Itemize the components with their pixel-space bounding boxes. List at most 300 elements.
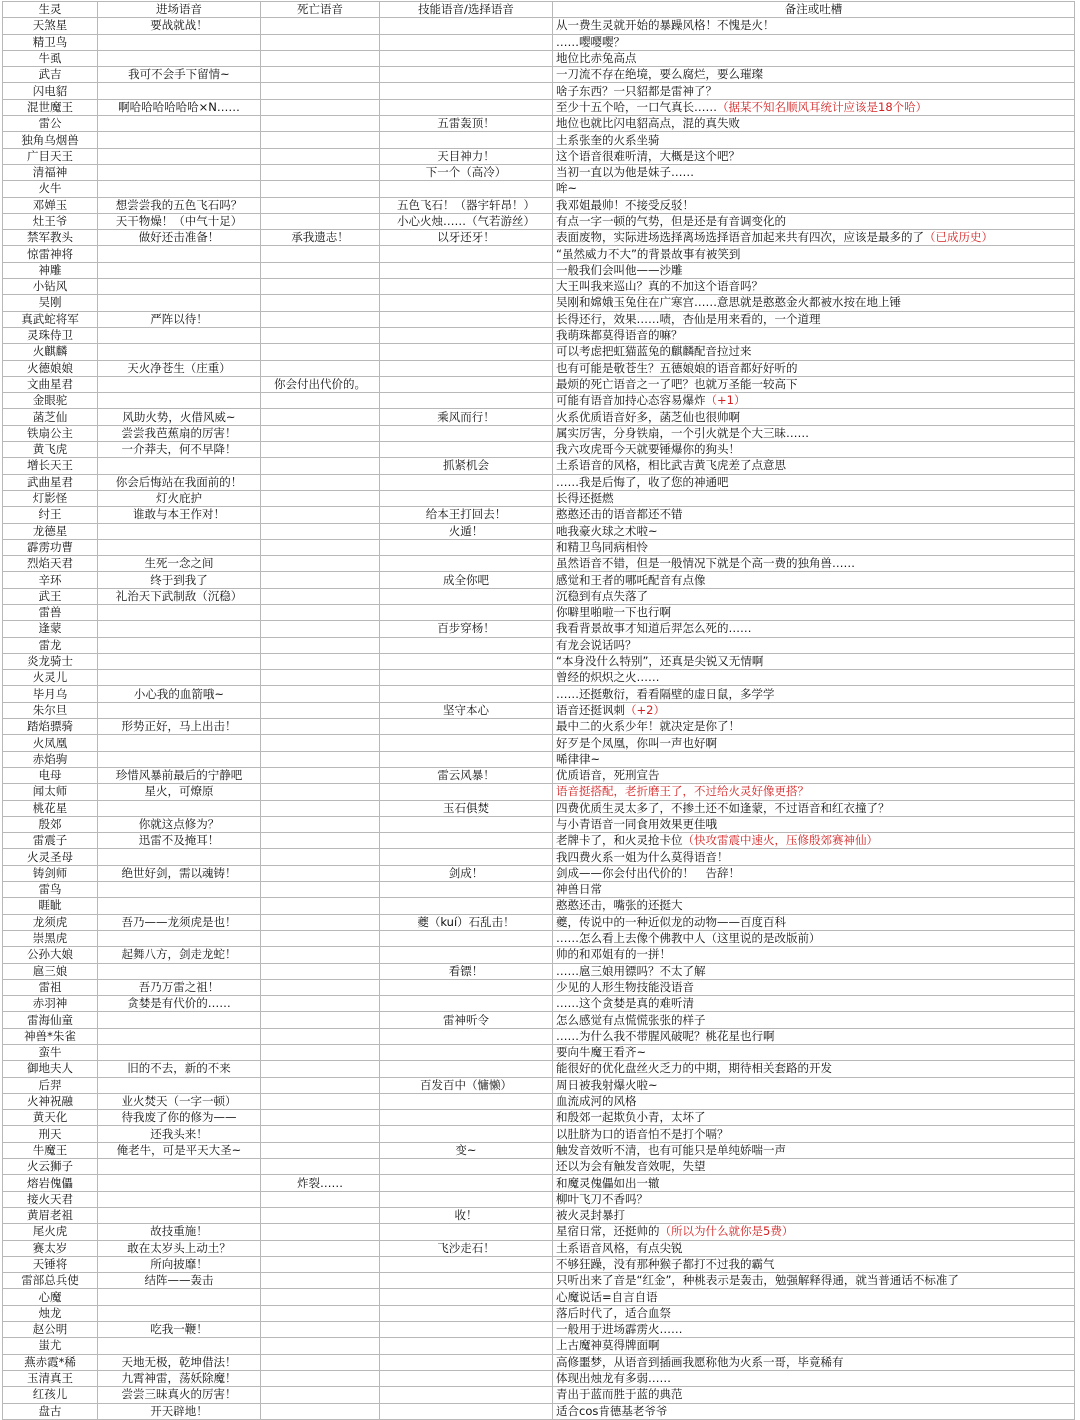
note-cell <box>553 34 1075 50</box>
note-text: 神兽日常 <box>556 882 602 897</box>
death-voice-cell <box>261 816 380 832</box>
skill-voice-cell: 五色飞石！（器宇轩昂！） <box>380 197 553 213</box>
creature-name-cell: 扈三娘 <box>3 963 98 979</box>
note-cell <box>553 588 1075 604</box>
entry-voice-cell: 啊哈哈哈哈哈哈×N…… <box>98 99 261 115</box>
death-voice-cell <box>261 539 380 555</box>
death-voice-cell <box>261 409 380 425</box>
creature-name-cell: 蛮牛 <box>3 1045 98 1061</box>
entry-voice-cell <box>98 898 261 914</box>
table-body <box>3 18 1075 1420</box>
note-cell <box>553 670 1075 686</box>
note-cell <box>553 1012 1075 1028</box>
death-voice-cell <box>261 751 380 767</box>
skill-voice-cell: 成全你吧 <box>380 572 553 588</box>
entry-voice-cell: 起舞八方，剑走龙蛇！ <box>98 947 261 963</box>
table-row <box>3 507 1075 523</box>
creature-name-cell: 小钻风 <box>3 279 98 295</box>
skill-voice-cell <box>380 1322 553 1338</box>
skill-voice-cell: 小心火烛……（气若游丝） <box>380 213 553 229</box>
skill-voice-cell <box>380 376 553 392</box>
creature-name-cell: 赛太岁 <box>3 1240 98 1256</box>
creature-name-cell: 心魔 <box>3 1289 98 1305</box>
creature-name-cell: 接火天君 <box>3 1191 98 1207</box>
death-voice-cell <box>261 67 380 83</box>
entry-voice-cell <box>98 132 261 148</box>
creature-name-cell: 烈焰天君 <box>3 556 98 572</box>
creature-name-cell: 天锤将 <box>3 1256 98 1272</box>
table-row <box>3 653 1075 669</box>
entry-voice-cell <box>98 653 261 669</box>
table-row <box>3 1338 1075 1354</box>
entry-voice-cell: 终于到我了 <box>98 572 261 588</box>
creature-name-cell: 武吉 <box>3 67 98 83</box>
death-voice-cell <box>261 246 380 262</box>
death-voice-cell <box>261 719 380 735</box>
table-row <box>3 539 1075 555</box>
death-voice-cell <box>261 295 380 311</box>
skill-voice-cell: 抓紧机会 <box>380 458 553 474</box>
table-row <box>3 425 1075 441</box>
entry-voice-cell <box>98 1012 261 1028</box>
table-row <box>3 800 1075 816</box>
skill-voice-cell <box>380 344 553 360</box>
table-row <box>3 898 1075 914</box>
table-row <box>3 1045 1075 1061</box>
note-cell <box>553 735 1075 751</box>
entry-voice-cell: 我可不会手下留情~ <box>98 67 261 83</box>
note-text: ……为什么我不带腥风破呢？桃花星也行啊 <box>556 1028 775 1043</box>
note-cell <box>553 1028 1075 1044</box>
skill-voice-cell <box>380 181 553 197</box>
skill-voice-cell: 坚守本心 <box>380 702 553 718</box>
entry-voice-cell <box>98 1338 261 1354</box>
note-text: 落后时代了，适合血祭 <box>556 1305 671 1320</box>
creature-name-cell: 逢蒙 <box>3 621 98 637</box>
entry-voice-cell <box>98 1045 261 1061</box>
note-cell <box>553 50 1075 66</box>
entry-voice-cell: 天地无极，乾坤借法！ <box>98 1354 261 1370</box>
entry-voice-cell <box>98 148 261 164</box>
table-row <box>3 1289 1075 1305</box>
entry-voice-cell <box>98 262 261 278</box>
creature-name-cell: 禁军教头 <box>3 230 98 246</box>
table-row <box>3 83 1075 99</box>
entry-voice-cell <box>98 1191 261 1207</box>
entry-voice-cell <box>98 751 261 767</box>
skill-voice-cell <box>380 1061 553 1077</box>
note-cell <box>553 914 1075 930</box>
death-voice-cell <box>261 50 380 66</box>
note-text: 我六攻虎哥今天就要锤爆你的狗头！ <box>556 442 740 457</box>
note-cell <box>553 1110 1075 1126</box>
note-cell <box>553 702 1075 718</box>
skill-voice-cell <box>380 849 553 865</box>
creature-name-cell: 精卫鸟 <box>3 34 98 50</box>
skill-voice-cell <box>380 1191 553 1207</box>
skill-voice-cell <box>380 1305 553 1321</box>
death-voice-cell <box>261 1370 380 1386</box>
creature-name-cell: 雷公 <box>3 116 98 132</box>
table-row <box>3 670 1075 686</box>
table-row <box>3 246 1075 262</box>
skill-voice-cell <box>380 1387 553 1403</box>
death-voice-cell <box>261 621 380 637</box>
creature-name-cell: 真武蛇将军 <box>3 311 98 327</box>
death-voice-cell <box>261 1256 380 1272</box>
creature-name-cell: 赤羽神 <box>3 996 98 1012</box>
creature-name-cell: 公孙大娘 <box>3 947 98 963</box>
note-text: 憨憨还击的语音都还不错 <box>556 507 683 522</box>
skill-voice-cell: 变~ <box>380 1142 553 1158</box>
skill-voice-cell: 五雷轰顶！ <box>380 116 553 132</box>
death-voice-cell: 承我遗志！ <box>261 230 380 246</box>
table-row <box>3 637 1075 653</box>
entry-voice-cell: 迅雷不及掩耳！ <box>98 833 261 849</box>
entry-voice-cell: 九霄神雷，荡妖除魔！ <box>98 1370 261 1386</box>
note-text: 和魔灵傀儡如出一辙 <box>556 1175 660 1190</box>
note-text: 要向牛魔王看齐~ <box>556 1045 647 1060</box>
creature-name-cell: 独角乌烟兽 <box>3 132 98 148</box>
note-text: 夔，传说中的一种近似龙的动物——百度百科 <box>556 914 786 929</box>
header-entry-voice: 进场语音 <box>98 2 261 18</box>
death-voice-cell <box>261 1028 380 1044</box>
creature-name-cell: 电母 <box>3 767 98 783</box>
entry-voice-cell <box>98 800 261 816</box>
skill-voice-cell: 以牙还牙！ <box>380 230 553 246</box>
creature-name-cell: 灯影怪 <box>3 490 98 506</box>
note-text: 哞~ <box>556 181 578 196</box>
table-row <box>3 1142 1075 1158</box>
death-voice-cell <box>261 132 380 148</box>
creature-name-cell: 牛虱 <box>3 50 98 66</box>
table-row <box>3 556 1075 572</box>
skill-voice-cell <box>380 1338 553 1354</box>
table-row <box>3 213 1075 229</box>
note-cell <box>553 18 1075 34</box>
entry-voice-cell <box>98 735 261 751</box>
skill-voice-cell: 玉石俱焚 <box>380 800 553 816</box>
skill-voice-cell: 给本王打回去！ <box>380 507 553 523</box>
voice-line-table <box>2 1 1075 1420</box>
entry-voice-cell: 风助火势，火借风威~ <box>98 409 261 425</box>
note-text: 你噼里啪啦一下也行啊 <box>556 605 671 620</box>
entry-voice-cell <box>98 50 261 66</box>
skill-voice-cell <box>380 50 553 66</box>
note-text: 也有可能是敬苍生？五德娘娘的语音都好好听的 <box>556 360 798 375</box>
note-highlight-text: （已成历史） <box>924 230 993 245</box>
entry-voice-cell <box>98 621 261 637</box>
death-voice-cell <box>261 914 380 930</box>
creature-name-cell: 朱尔旦 <box>3 702 98 718</box>
skill-voice-cell: 看镖！ <box>380 963 553 979</box>
skill-voice-cell <box>380 930 553 946</box>
skill-voice-cell <box>380 735 553 751</box>
note-text: 心魔说话=自言自语 <box>556 1289 658 1304</box>
creature-name-cell: 桃花星 <box>3 800 98 816</box>
note-text: ……这个贪婪是真的难听清 <box>556 996 694 1011</box>
death-voice-cell <box>261 670 380 686</box>
death-voice-cell: 你会付出代价的。 <box>261 376 380 392</box>
note-text: 可以考虑把虹猫蓝兔的麒麟配音拉过来 <box>556 344 752 359</box>
note-text: 星宿日常，还挺帅的 <box>556 1224 660 1239</box>
note-text: 少见的人形生物技能没语音 <box>556 979 694 994</box>
skill-voice-cell <box>380 670 553 686</box>
note-cell <box>553 132 1075 148</box>
entry-voice-cell: 形势正好，马上出击！ <box>98 719 261 735</box>
header-skill-voice: 技能语音/选择语音 <box>380 2 553 18</box>
skill-voice-cell <box>380 1224 553 1240</box>
death-voice-cell <box>261 490 380 506</box>
table-row <box>3 865 1075 881</box>
death-voice-cell <box>261 784 380 800</box>
note-cell <box>553 393 1075 409</box>
death-voice-cell <box>261 653 380 669</box>
note-cell <box>553 1240 1075 1256</box>
skill-voice-cell <box>380 360 553 376</box>
skill-voice-cell <box>380 979 553 995</box>
creature-name-cell: 赤焰驹 <box>3 751 98 767</box>
note-text: ……嘤嘤嘤？ <box>556 34 625 49</box>
note-text: 能很好的优化盘丝火乏力的中期，期待相关套路的开发 <box>556 1061 832 1076</box>
note-text: 和精卫鸟同病相怜 <box>556 539 648 554</box>
table-row <box>3 588 1075 604</box>
death-voice-cell <box>261 588 380 604</box>
skill-voice-cell <box>380 99 553 115</box>
skill-voice-cell <box>380 653 553 669</box>
skill-voice-cell: 飞沙走石！ <box>380 1240 553 1256</box>
skill-voice-cell <box>380 833 553 849</box>
entry-voice-cell: 待我废了你的修为—— <box>98 1110 261 1126</box>
death-voice-cell <box>261 572 380 588</box>
entry-voice-cell: 天火净苍生（庄重） <box>98 360 261 376</box>
creature-name-cell: 神雕 <box>3 262 98 278</box>
table-row <box>3 1273 1075 1289</box>
skill-voice-cell <box>380 898 553 914</box>
entry-voice-cell <box>98 702 261 718</box>
note-text: 地位比赤兔高点 <box>556 51 637 66</box>
note-text: 四费优质生灵太多了，不掺土还不如逢蒙，不过语音和红衣撞了？ <box>556 800 890 815</box>
skill-voice-cell <box>380 816 553 832</box>
entry-voice-cell <box>98 1077 261 1093</box>
creature-name-cell: 雷震子 <box>3 833 98 849</box>
entry-voice-cell <box>98 1028 261 1044</box>
death-voice-cell <box>261 1045 380 1061</box>
note-text: 我四费火系一姐为什么莫得语音！ <box>556 849 729 864</box>
note-text: 唏律律~ <box>556 751 601 766</box>
note-cell <box>553 442 1075 458</box>
table-row <box>3 930 1075 946</box>
note-cell <box>553 507 1075 523</box>
note-cell <box>553 1093 1075 1109</box>
entry-voice-cell: 还我头来！ <box>98 1126 261 1142</box>
death-voice-cell <box>261 930 380 946</box>
death-voice-cell <box>261 442 380 458</box>
skill-voice-cell: 雷云风暴！ <box>380 767 553 783</box>
death-voice-cell <box>261 800 380 816</box>
death-voice-cell <box>261 1207 380 1223</box>
skill-voice-cell <box>380 246 553 262</box>
note-cell <box>553 800 1075 816</box>
death-voice-cell <box>261 1322 380 1338</box>
creature-name-cell: 盘古 <box>3 1403 98 1419</box>
skill-voice-cell <box>380 442 553 458</box>
note-cell <box>553 1175 1075 1191</box>
note-text: 属实厉害，分身铁扇，一个引火就是个大三昧…… <box>556 425 809 440</box>
entry-voice-cell: 星火，可燎原 <box>98 784 261 800</box>
note-cell <box>553 751 1075 767</box>
header-death-voice: 死亡语音 <box>261 2 380 18</box>
creature-name-cell: 天煞星 <box>3 18 98 34</box>
table-row <box>3 67 1075 83</box>
death-voice-cell <box>261 393 380 409</box>
creature-name-cell: 刑天 <box>3 1126 98 1142</box>
creature-name-cell: 增长天王 <box>3 458 98 474</box>
note-cell <box>553 1370 1075 1386</box>
note-text: 剑成——你会付出代价的！ 告辞！ <box>556 865 740 880</box>
creature-name-cell: 雷海仙童 <box>3 1012 98 1028</box>
death-voice-cell <box>261 344 380 360</box>
creature-name-cell: 闻太师 <box>3 784 98 800</box>
note-cell <box>553 99 1075 115</box>
note-text: 帅的和邓姐有的一拼！ <box>556 947 671 962</box>
table-row <box>3 735 1075 751</box>
entry-voice-cell <box>98 882 261 898</box>
death-voice-cell <box>261 702 380 718</box>
skill-voice-cell <box>380 262 553 278</box>
death-voice-cell <box>261 1077 380 1093</box>
skill-voice-cell: 收！ <box>380 1207 553 1223</box>
death-voice-cell <box>261 963 380 979</box>
table-row <box>3 279 1075 295</box>
entry-voice-cell: 谁敢与本王作对！ <box>98 507 261 523</box>
note-cell <box>553 181 1075 197</box>
note-cell <box>553 1224 1075 1240</box>
note-cell <box>553 164 1075 180</box>
creature-name-cell: 燕赤霞*稀 <box>3 1354 98 1370</box>
table-row <box>3 295 1075 311</box>
note-cell <box>553 572 1075 588</box>
death-voice-cell <box>261 947 380 963</box>
entry-voice-cell <box>98 523 261 539</box>
skill-voice-cell <box>380 18 553 34</box>
creature-name-cell: 火灵圣母 <box>3 849 98 865</box>
note-cell <box>553 816 1075 832</box>
note-cell <box>553 865 1075 881</box>
note-cell <box>553 1077 1075 1093</box>
death-voice-cell <box>261 1126 380 1142</box>
note-text: 憨憨还击，嘴张的还挺大 <box>556 898 683 913</box>
death-voice-cell <box>261 523 380 539</box>
entry-voice-cell <box>98 930 261 946</box>
entry-voice-cell <box>98 1305 261 1321</box>
note-text: 怎么感觉有点慌慌张张的样子 <box>556 1012 706 1027</box>
skill-voice-cell <box>380 686 553 702</box>
skill-voice-cell <box>380 637 553 653</box>
creature-name-cell: 雷部总兵使 <box>3 1273 98 1289</box>
table-row <box>3 996 1075 1012</box>
entry-voice-cell <box>98 963 261 979</box>
table-row <box>3 344 1075 360</box>
death-voice-cell <box>261 1110 380 1126</box>
note-text: 优质语音，死刑宣告 <box>556 768 660 783</box>
death-voice-cell <box>261 99 380 115</box>
note-cell <box>553 474 1075 490</box>
creature-name-cell: 红孩儿 <box>3 1387 98 1403</box>
note-highlight-text: （+2） <box>625 702 665 717</box>
note-cell <box>553 1191 1075 1207</box>
table-row <box>3 1012 1075 1028</box>
note-cell <box>553 246 1075 262</box>
skill-voice-cell <box>380 882 553 898</box>
death-voice-cell <box>261 34 380 50</box>
creature-name-cell: 铁扇公主 <box>3 425 98 441</box>
death-voice-cell <box>261 197 380 213</box>
creature-name-cell: 睚眦 <box>3 898 98 914</box>
death-voice-cell <box>261 213 380 229</box>
note-text: 长得还行，效果……啧，杏仙是用来看的，一个道理 <box>556 311 821 326</box>
entry-voice-cell: 做好还击准备！ <box>98 230 261 246</box>
table-row <box>3 230 1075 246</box>
note-text: “虽然威力不大”的背景故事有被笑到 <box>556 246 741 261</box>
creature-name-cell: 纣王 <box>3 507 98 523</box>
note-text: 被火灵封暴打 <box>556 1208 625 1223</box>
entry-voice-cell: 想尝尝我的五色飞石吗？ <box>98 197 261 213</box>
creature-name-cell: 尾火虎 <box>3 1224 98 1240</box>
death-voice-cell <box>261 767 380 783</box>
skill-voice-cell: 乘风而行！ <box>380 409 553 425</box>
table-row <box>3 719 1075 735</box>
table-row <box>3 947 1075 963</box>
note-text: 有龙会说话吗？ <box>556 637 637 652</box>
note-text: 当初一直以为他是妹子…… <box>556 165 694 180</box>
creature-name-cell: 雷龙 <box>3 637 98 653</box>
note-cell <box>553 344 1075 360</box>
entry-voice-cell <box>98 279 261 295</box>
death-voice-cell <box>261 1224 380 1240</box>
entry-voice-cell <box>98 458 261 474</box>
entry-voice-cell <box>98 83 261 99</box>
death-voice-cell <box>261 849 380 865</box>
skill-voice-cell <box>380 539 553 555</box>
creature-name-cell: 崇黑虎 <box>3 930 98 946</box>
table-row <box>3 18 1075 34</box>
death-voice-cell: 炸裂…… <box>261 1175 380 1191</box>
creature-name-cell: 火灵儿 <box>3 670 98 686</box>
note-text: 可能有语音加持心态容易爆炸 <box>556 393 706 408</box>
note-cell <box>553 230 1075 246</box>
note-text: 长得还挺燃 <box>556 491 614 506</box>
skill-voice-cell <box>380 34 553 50</box>
death-voice-cell <box>261 425 380 441</box>
skill-voice-cell <box>380 1273 553 1289</box>
entry-voice-cell: 结阵——轰击 <box>98 1273 261 1289</box>
death-voice-cell <box>261 979 380 995</box>
death-voice-cell <box>261 311 380 327</box>
death-voice-cell <box>261 1240 380 1256</box>
note-cell <box>553 197 1075 213</box>
table-row <box>3 116 1075 132</box>
table-row <box>3 311 1075 327</box>
table-row <box>3 523 1075 539</box>
note-text: 一般用于进场霹雳火…… <box>556 1322 683 1337</box>
table-row <box>3 1110 1075 1126</box>
entry-voice-cell <box>98 344 261 360</box>
skill-voice-cell <box>380 604 553 620</box>
creature-name-cell: 邓婵玉 <box>3 197 98 213</box>
death-voice-cell <box>261 262 380 278</box>
table-row <box>3 262 1075 278</box>
